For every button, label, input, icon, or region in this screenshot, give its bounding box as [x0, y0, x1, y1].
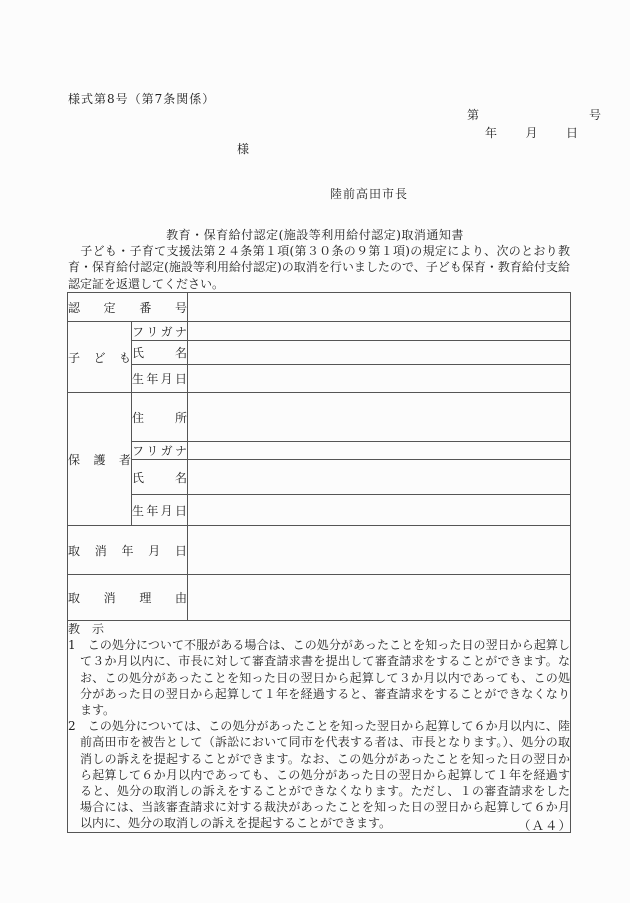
label-child-birthdate: 生 年 月 日	[132, 365, 188, 393]
value-guardian-furigana	[188, 442, 571, 460]
form-code-label: 様式第8号（第7条関係）	[68, 92, 216, 106]
label-guardian-furigana: フ リ ガ ナ	[132, 442, 188, 460]
label-certification-number: 認 定 番 号	[68, 293, 188, 322]
notice-table	[67, 292, 571, 833]
doc-number-prefix: 第	[467, 108, 480, 122]
date-line	[485, 124, 578, 141]
guidance-item-1: 1 この処分について不服がある場合は、この処分があったことを知った日の翌日から起算して３か月以内に、市長に対して審査請求書を提出して審査請求をすることができます。なお、この処分があったことを知った日の翌日から起算して３か月以内であっても、この処分があった日の翌日から起算して１年を経過すると、審査請求をすることができなくなります。	[68, 638, 570, 718]
table-row	[68, 575, 571, 621]
label-guardian-name: 氏 名	[132, 460, 188, 495]
addressee-honorific: 様	[237, 142, 250, 156]
label-child: 子 ど も	[68, 322, 132, 393]
doc-number-line	[467, 106, 601, 123]
document-title: 教育・保育給付認定(施設等利用給付認定)取消通知書	[166, 228, 464, 242]
label-cancel-date: 取 消 年 月 日	[68, 526, 188, 575]
table-row	[68, 526, 571, 575]
value-child-birthdate	[188, 365, 571, 393]
table-row	[68, 322, 571, 341]
date-month-label: 月	[525, 126, 538, 140]
value-guardian-address	[188, 393, 571, 442]
label-cancel-reason: 取 消 理 由	[68, 575, 188, 621]
guidance-item-2: 2 この処分については、この処分があったことを知った翌日から起算して６か月以内に、陸前高田市を被告として（訴訟において同市を代表する者は、市長となります。）、処分の取消しの訴えを提起することができます。なお、この処分があったことを知った日の翌日から起算して６か月以内であっても、この処分があった日の翌日から起算して１年を経過すると、処分の取消しの訴えをすることができなくなります。ただし、１の審査請求をした場合には、当該審査請求に対する裁決があったことを知った日の翌日から起算して６か月以内に、処分の取消しの訴えを提起することができます。	[68, 719, 570, 831]
label-guardian-birthdate: 生 年 月 日	[132, 495, 188, 526]
table-row	[68, 293, 571, 322]
doc-number-suffix: 号	[588, 108, 601, 122]
body-paragraph: 子ども・子育て支援法第２４条第１項(第３０条の９第１項)の規定により、次のとおり教育・保育給付認定(施設等利用給付認定)の取消を行いましたので、子ども保育・教育給付支給認定証を返還してください。	[68, 244, 570, 291]
value-cancel-date	[188, 526, 571, 575]
table-row	[68, 365, 571, 393]
value-guardian-name	[188, 460, 571, 495]
paper-size-label: （Ａ４）	[518, 818, 573, 833]
sender-name: 陸前高田市長	[330, 187, 409, 201]
guidance-heading: 教 示	[68, 622, 105, 636]
table-row	[68, 393, 571, 442]
table-row	[68, 442, 571, 460]
value-child-name	[188, 341, 571, 365]
table-row	[68, 495, 571, 526]
table-row	[68, 460, 571, 495]
value-certification-number	[188, 293, 571, 322]
label-guardian-address: 住 所	[132, 393, 188, 442]
date-year-label: 年	[485, 126, 498, 140]
label-child-name: 氏 名	[132, 341, 188, 365]
label-child-furigana: フ リ ガ ナ	[132, 322, 188, 341]
value-guardian-birthdate	[188, 495, 571, 526]
date-day-label: 日	[565, 126, 578, 140]
guidance-section	[68, 621, 571, 833]
value-child-furigana	[188, 322, 571, 341]
label-guardian: 保 護 者	[68, 393, 132, 526]
value-cancel-reason	[188, 575, 571, 621]
table-row	[68, 341, 571, 365]
table-row	[68, 621, 571, 833]
